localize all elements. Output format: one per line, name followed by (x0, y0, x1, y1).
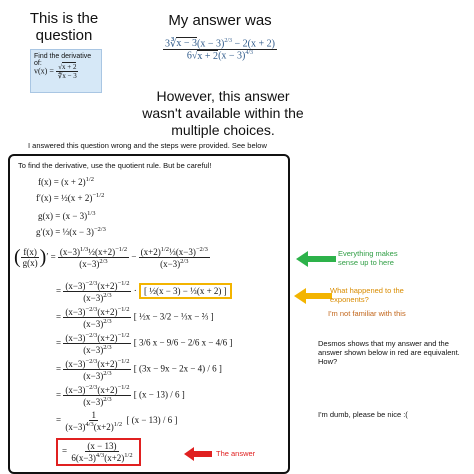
what-happened-note: What happened to the exponents? (330, 286, 404, 304)
the-answer-note: The answer (216, 449, 256, 458)
step-4: = $\frac{(x-3)^{-2/3}(x+2)^{-1/2}}{(x-3)^{2/3}}$ [ 3/6 x − 9/6 − 2/6 x − 4/6 ] (56, 332, 233, 355)
question-label: Find the derivative of: (34, 53, 92, 67)
solution-box (8, 154, 290, 474)
dumb-note: I'm dumb, please be nice :( (318, 410, 408, 419)
red-arrow-icon (184, 447, 212, 461)
unavailable-note: However, this answer wasn't available within the multiple choices. (142, 88, 304, 138)
everything-makes-sense-note: Everything makes sense up to here (338, 249, 398, 267)
question-box (30, 49, 102, 93)
step-7: = $\frac{1}{(x-3)^{4/3}(x+2)^{1/2}}$ [ (x − 13) / 6 ] (56, 410, 178, 432)
green-arrow-icon (296, 251, 336, 267)
final-answer-box: = $\frac{(x - 13)}{6(x-3)^{4/3}(x+2)^{1/2}}$ (56, 438, 141, 466)
step-f: $f(x) = (x + 2)^{1/2}$ (38, 176, 94, 187)
answer-title: My answer was (168, 12, 272, 29)
question-expression: v(x) = $\frac{√x + 2}{∜x - 3}$ (34, 63, 77, 80)
step-g: $g(x) = (x - 3)^{1/3}$ (38, 210, 96, 221)
step-3: = $\frac{(x-3)^{-2/3}(x+2)^{-1/2}}{(x-3)^{2/3}}$ [ ½x − 3/2 − ⅓x − ⅔ ] (56, 306, 214, 329)
step-gprime: g′(x) = ⅓(x − 3)$^{-2/3}$ (36, 226, 106, 237)
my-answer-formula: $\frac{3∛x - 3(x - 3)^{2/3} - 2(x + 2)}{6√x + 2(x - 3)^{4/3}}$ (165, 38, 275, 62)
yellow-arrow-icon (294, 288, 332, 304)
solution-intro: To find the derivative, use the quotient rule. But be careful! (18, 161, 212, 170)
step-fprime: f′(x) = ½(x + 2)$^{-1/2}$ (36, 192, 105, 203)
not-familiar-note: I'm not familiar with this (328, 309, 406, 318)
step-quotient: ( $\frac{f(x)}{g(x)}$ )′ = $\frac{(x-3)^{1/3}\frac{1}{2}(x+2)^{-1/2}}{(x-3)^{2/3}}$ − $\frac{(x+2)^{1/2}\frac{1}{3}(x-3)^{-2/3}}{(x-3)^{2/3}}$ (14, 246, 208, 269)
step-factored: = $\frac{(x-3)^{-2/3}(x+2)^{-1/2}}{(x-3)^{2/3}}$ · [ ½(x − 3) − ⅓(x + 2) ] (56, 280, 232, 303)
desmos-note: Desmos shows that my answer and the answer shown below in red are equivalent. How? (318, 339, 460, 366)
question-title: This is the question (29, 10, 99, 44)
step-6: = $\frac{(x-3)^{-2/3}(x+2)^{-1/2}}{(x-3)^{2/3}}$ [ (x − 13) / 6 ] (56, 384, 185, 407)
answered-wrong-note: I answered this question wrong and the steps were provided. See below (28, 141, 267, 150)
step-5: = $\frac{(x-3)^{-2/3}(x+2)^{-1/2}}{(x-3)^{2/3}}$ [ (3x − 9x − 2x − 4) / 6 ] (56, 358, 222, 381)
